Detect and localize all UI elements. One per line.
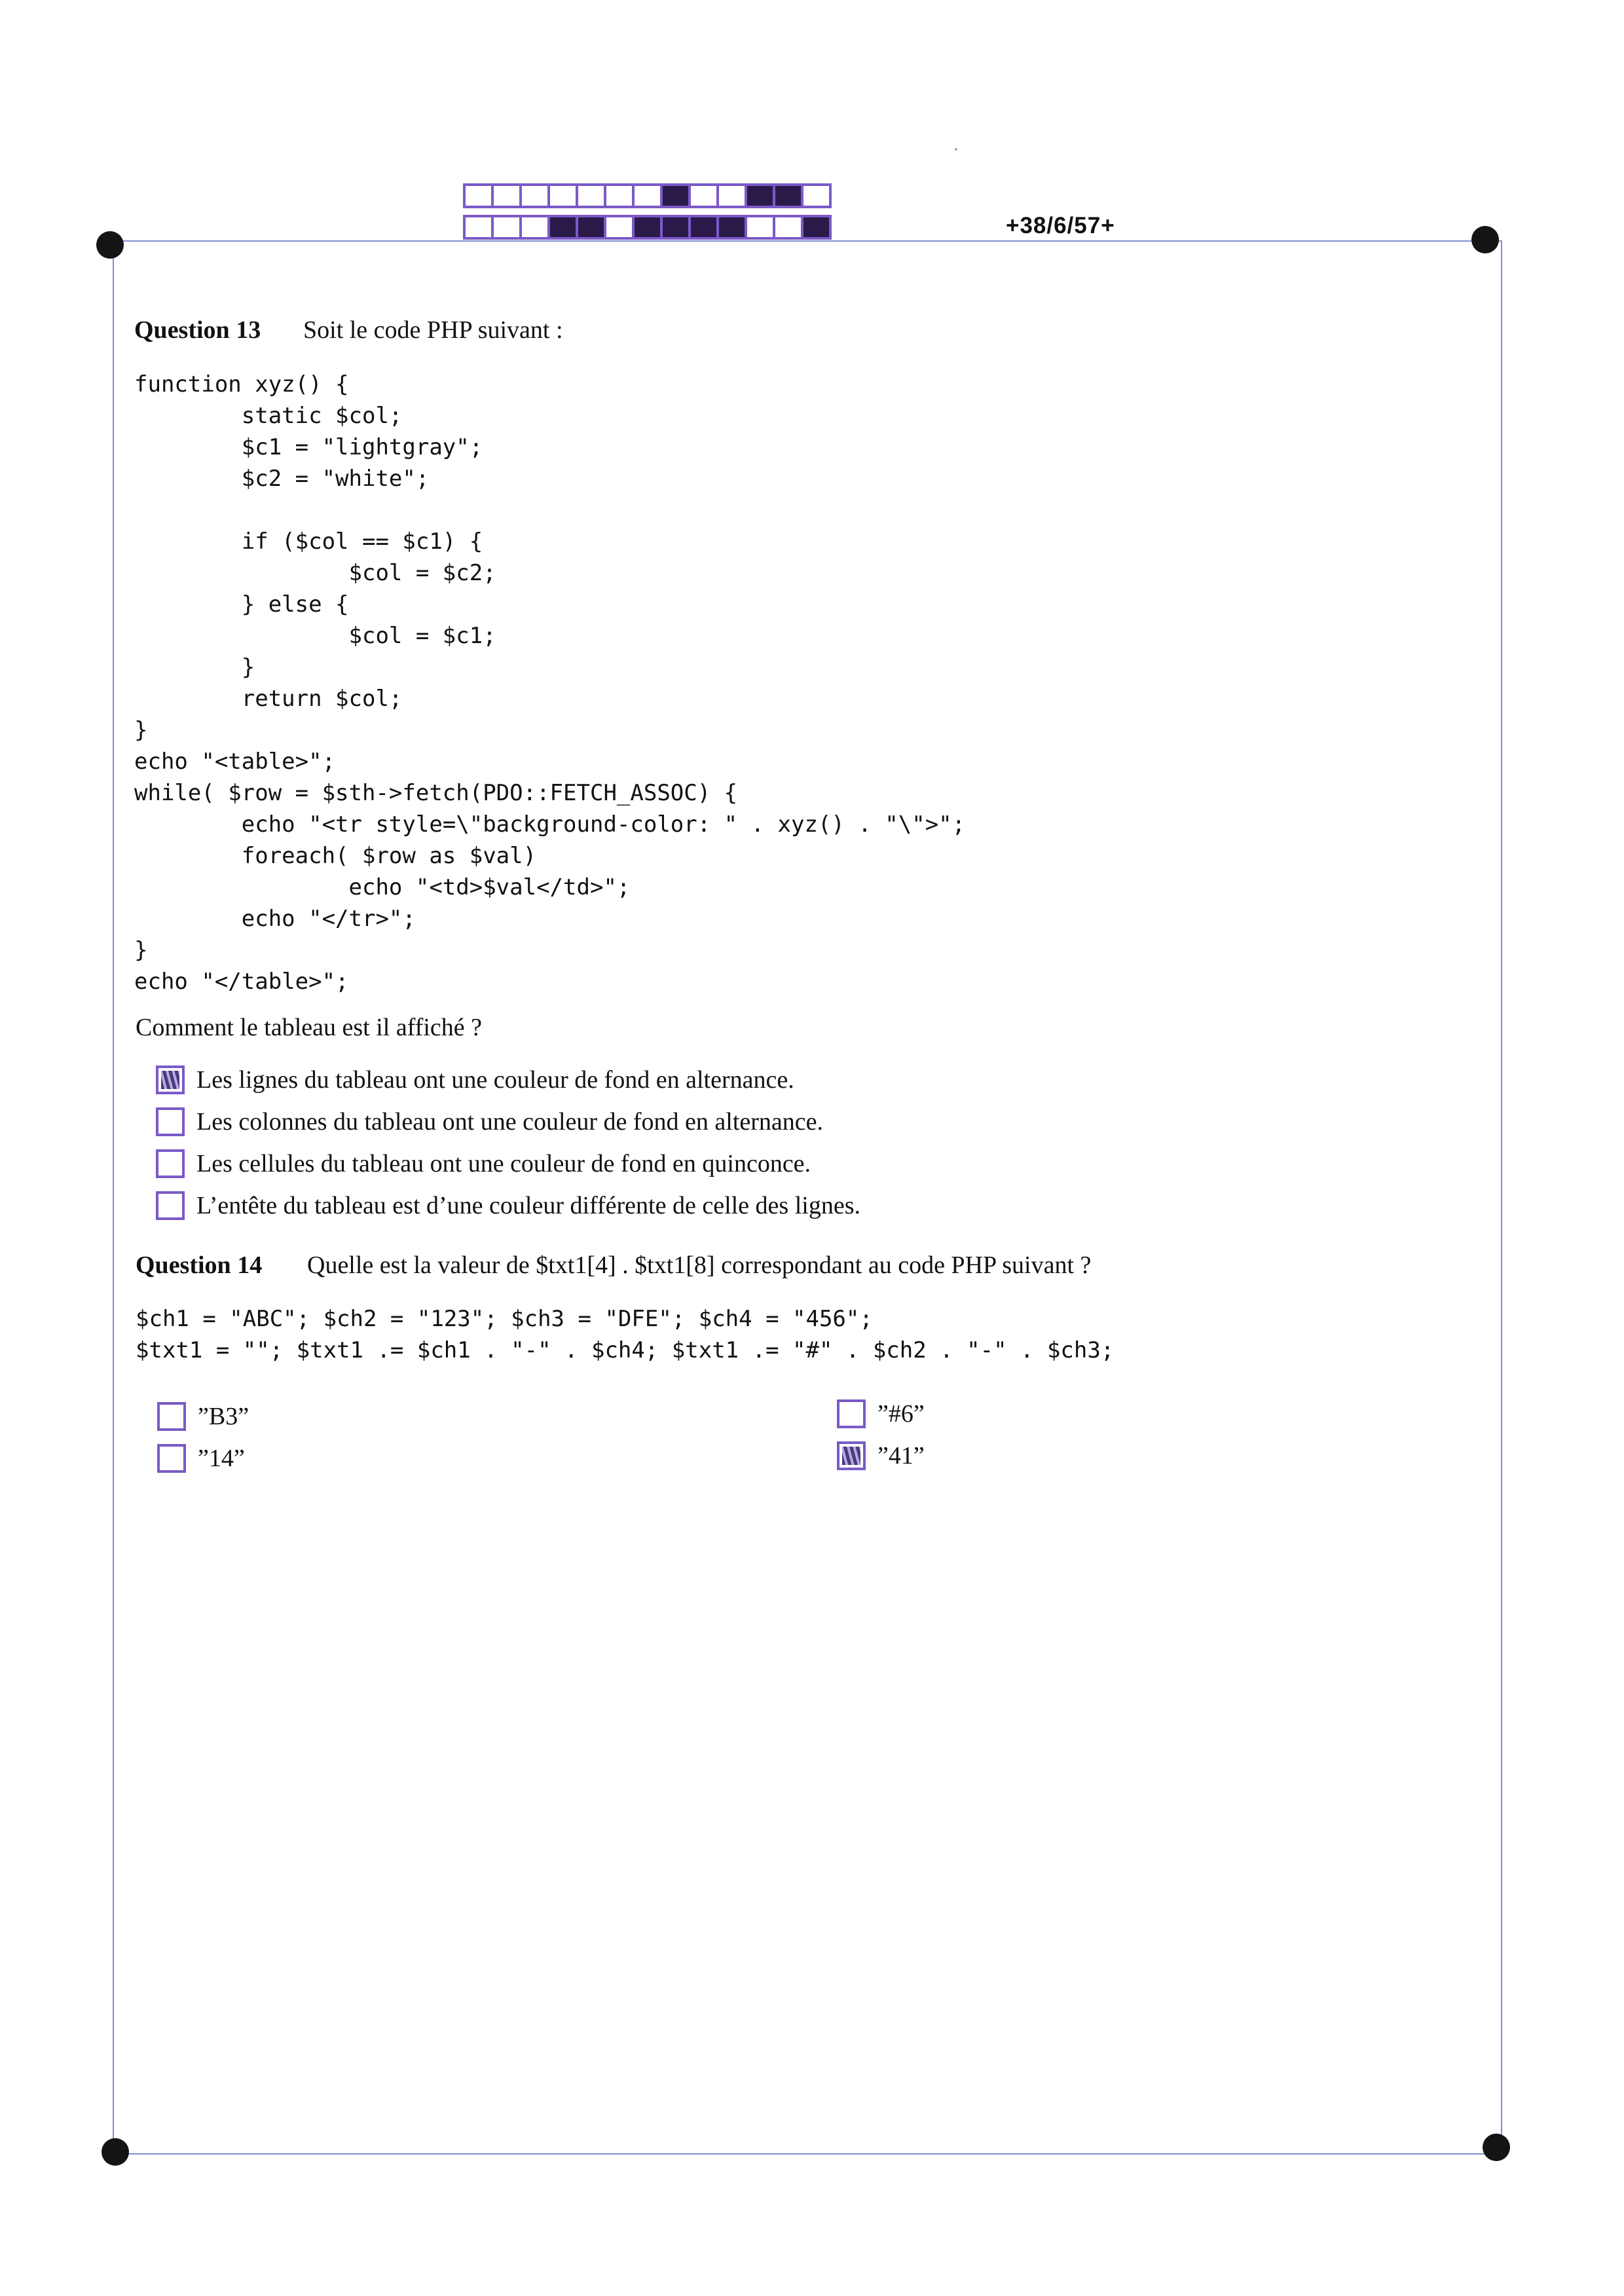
barcode-cell	[632, 183, 663, 208]
q13-option-1[interactable]	[156, 1065, 794, 1094]
question-14-title: Quelle est la valeur de $txt1[4] . $txt1[8] correspondant au code PHP suivant ?	[307, 1251, 1092, 1279]
scan-speck	[955, 148, 957, 151]
barcode-cell	[604, 215, 635, 240]
q13-option-2-checkbox[interactable]	[156, 1107, 185, 1136]
barcode-cell	[773, 215, 803, 240]
question-13-label: Question 13	[134, 316, 261, 344]
barcode-cell	[519, 183, 550, 208]
q14-option-4[interactable]	[837, 1441, 925, 1470]
barcode-cell	[491, 215, 522, 240]
exam-id: +38/6/57+	[1006, 213, 1115, 238]
barcode-cell	[576, 215, 606, 240]
barcode-cell	[716, 183, 747, 208]
q14-option-4-checkbox[interactable]	[837, 1441, 866, 1470]
corner-mark-top-left	[96, 231, 124, 259]
q13-option-4-checkbox[interactable]	[156, 1191, 185, 1220]
question-14-label: Question 14	[136, 1251, 263, 1279]
q14-option-3[interactable]	[837, 1399, 925, 1428]
q14-option-3-label: ”#6”	[877, 1400, 925, 1428]
barcode-cell	[745, 215, 775, 240]
barcode-cell	[745, 183, 775, 208]
q14-option-1-label: ”B3”	[198, 1403, 249, 1430]
q13-option-1-checkbox[interactable]	[156, 1065, 185, 1094]
q13-option-1-label: Les lignes du tableau ont une couleur de fond en alternance.	[196, 1066, 794, 1094]
q14-option-2-checkbox[interactable]	[157, 1444, 186, 1473]
barcode-cell	[688, 183, 719, 208]
barcode-cell	[547, 215, 578, 240]
q14-option-4-label: ”41”	[877, 1442, 925, 1470]
question-13-code: function xyz() { static $col; $c1 = "lightgray"; $c2 = "white"; if ($col == $c1) { $col = $c2; } else { $col = $c1; } return $col; } echo "<table>"; while( $row = $sth->fetch(PDO::FETCH_ASSOC) { echo "<tr style=\"background-color: " . xyz() . "\">"; foreach( $row as $val) echo "<td>$val</td>"; echo "</tr>"; } echo "</table>";	[134, 371, 966, 995]
question-13-title: Soit le code PHP suivant :	[303, 316, 563, 344]
barcode-cell	[491, 183, 522, 208]
q13-option-2[interactable]	[156, 1107, 823, 1136]
question-13-prompt: Comment le tableau est il affiché ?	[136, 1014, 482, 1041]
barcode-cell	[463, 183, 494, 208]
q14-option-2[interactable]	[157, 1444, 245, 1473]
question-13-header	[134, 316, 563, 344]
q14-option-1-checkbox[interactable]	[157, 1402, 186, 1431]
barcode-cell	[519, 215, 550, 240]
barcode-cell	[576, 183, 606, 208]
q13-option-4-label: L’entête du tableau est d’une couleur différente de celle des lignes.	[196, 1192, 860, 1219]
barcode-row-top	[463, 183, 829, 208]
q13-option-3-checkbox[interactable]	[156, 1149, 185, 1178]
barcode-cell	[463, 215, 494, 240]
barcode-cell	[632, 215, 663, 240]
q14-option-1[interactable]	[157, 1402, 249, 1431]
corner-mark-top-right	[1471, 226, 1499, 253]
q14-option-2-label: ”14”	[198, 1445, 245, 1472]
question-14-header	[136, 1251, 1091, 1280]
barcode-cell	[547, 183, 578, 208]
q13-option-4[interactable]	[156, 1191, 860, 1220]
barcode-cell	[660, 215, 691, 240]
corner-mark-bottom-left	[101, 2138, 129, 2166]
q13-option-3-label: Les cellules du tableau ont une couleur de fond en quinconce.	[196, 1150, 811, 1177]
barcode-cell	[604, 183, 635, 208]
barcode-cell	[660, 183, 691, 208]
barcode-row-bottom	[463, 215, 829, 240]
barcode-cell	[801, 183, 832, 208]
barcode-cell	[688, 215, 719, 240]
barcode-cell	[801, 215, 832, 240]
barcode-cell	[773, 183, 803, 208]
corner-mark-bottom-right	[1483, 2134, 1510, 2161]
question-14-code: $ch1 = "ABC"; $ch2 = "123"; $ch3 = "DFE"; $ch4 = "456"; $txt1 = ""; $txt1 .= $ch1 . "-" . $ch4; $txt1 .= "#" . $ch2 . "-" . $ch3;	[136, 1306, 1115, 1363]
q13-option-2-label: Les colonnes du tableau ont une couleur de fond en alternance.	[196, 1108, 824, 1136]
q14-option-3-checkbox[interactable]	[837, 1399, 866, 1428]
barcode-cell	[716, 215, 747, 240]
q13-option-3[interactable]	[156, 1149, 811, 1178]
